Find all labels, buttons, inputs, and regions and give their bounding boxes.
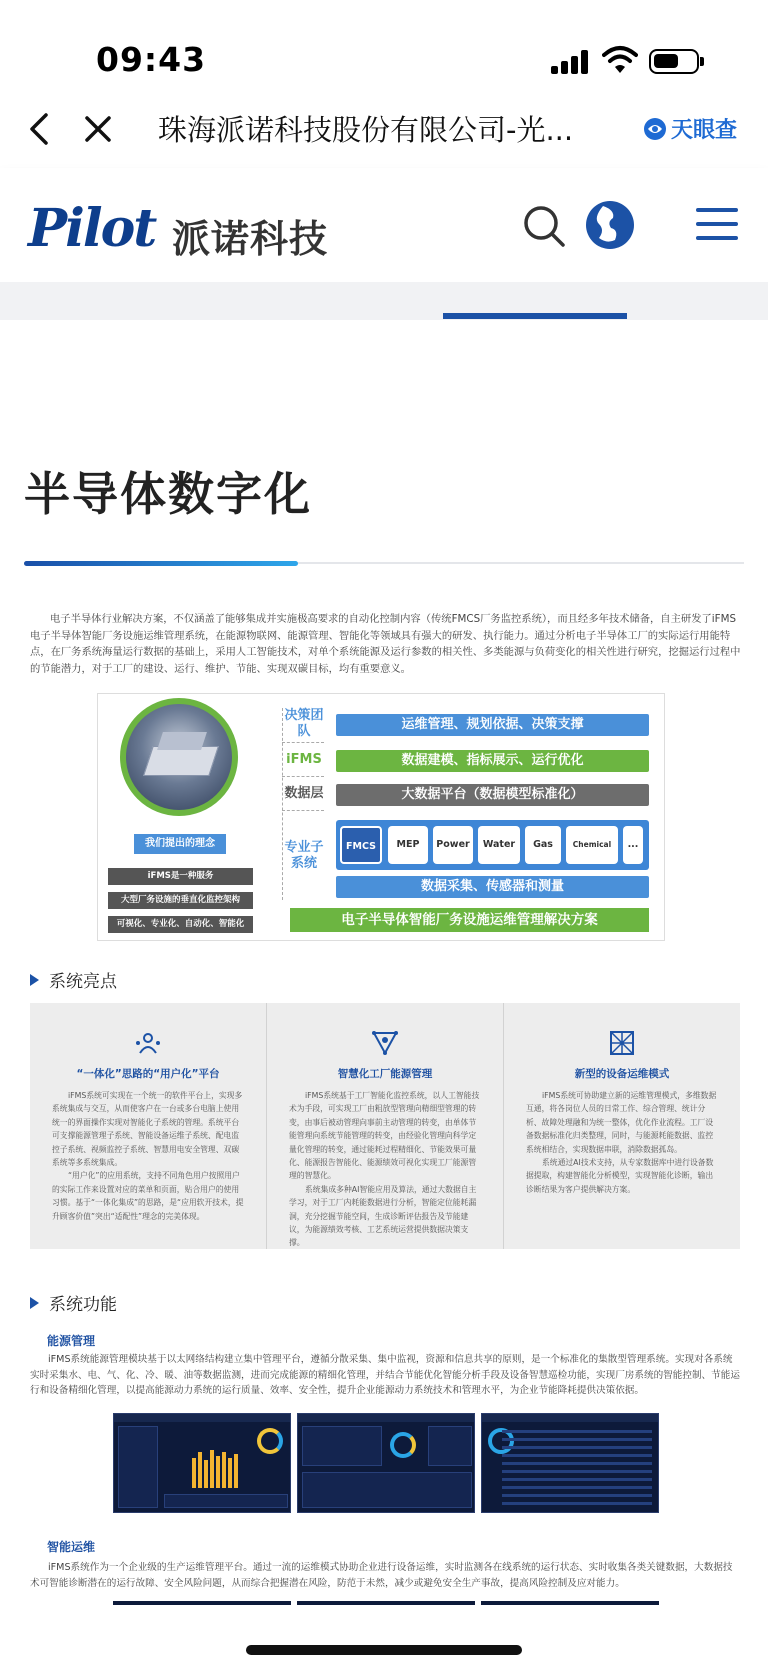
hamburger-menu-icon[interactable] — [696, 208, 738, 242]
energy-table-screenshot — [481, 1413, 659, 1513]
highlight-card — [503, 1003, 740, 1249]
layer-divider — [282, 742, 324, 743]
subsystem-item: Gas — [525, 826, 561, 864]
ops-screenshot-partial — [113, 1601, 291, 1605]
concept-label: 我们提出的理念 — [134, 834, 226, 854]
highlight-text: “用户化”的应用系统，支持不同角色用户按照用户的实际工作来设置对应的菜单和页面，贴合用户的使用习惯。基于“一体化集成”的思路，是“应用软开技术，提升顾客价值”突出“适配性”理念的完美体现。 — [52, 1171, 244, 1221]
wifi-icon — [602, 45, 638, 75]
ops-screenshot-partial — [297, 1601, 475, 1605]
energy-management-text: iFMS系统能源管理模块基于以太网络结构建立集中管理平台，遵循分散采集、集中监视，资源和信息共享的原则，是一个标准化的集散型管理系统。实现对各系统实时采集水、电、气、化、冷、暖、油等数据监测，进而完成能源的精细化管理，并结合节能优化智能分析手段及设备智慧巡检功能，实现厂房系统的智能控制、节能运行和设备精细化管理，以提高能源动力系统的运行质量、效率、安全性，提升企业能源动力系统技术和管理水平，为企业节能降耗提供决策依据。 — [30, 1354, 740, 1396]
subsystem-item: Power — [433, 826, 473, 864]
highlights-panel — [30, 1003, 740, 1249]
close-icon[interactable] — [78, 107, 118, 151]
logo-en[interactable]: Pilot — [28, 198, 156, 259]
highlight-title: 新型的设备运维模式 — [574, 1068, 670, 1080]
layer-label: 专业子系统 — [284, 840, 324, 871]
highlight-card — [30, 1003, 266, 1249]
tianyancha-brand[interactable] — [642, 113, 737, 144]
home-indicator[interactable] — [246, 1645, 522, 1655]
triangle-marker-icon — [30, 974, 39, 986]
subsystem-item: FMCS — [340, 826, 382, 864]
search-icon[interactable] — [522, 204, 566, 248]
battery-cap — [700, 57, 704, 66]
title-divider-accent — [24, 561, 298, 566]
status-bar — [0, 0, 768, 95]
highlight-card — [266, 1003, 503, 1249]
globe-icon[interactable] — [585, 200, 635, 250]
diagram-footer: 电子半导体智能厂务设施运维管理解决方案 — [290, 908, 649, 932]
concept-tag: 可视化、专业化、自动化、智能化 — [108, 916, 253, 933]
logo-cn[interactable]: 派诺科技 — [172, 217, 329, 261]
site-header — [0, 168, 768, 282]
sub-nav-strip — [0, 282, 768, 320]
page-title-bar: 珠海派诺科技股份有限公司-光... — [158, 113, 574, 147]
subsystem-item: Chemical — [566, 826, 618, 864]
factory-photo — [120, 698, 238, 816]
energy-monitor-screenshot — [297, 1413, 475, 1513]
triangle-marker-icon — [30, 1297, 39, 1309]
layer-divider — [282, 776, 324, 777]
layer-bar: 大数据平台（数据模型标准化） — [336, 784, 649, 806]
subsystem-item: MEP — [388, 826, 428, 864]
concept-tag: iFMS是一种服务 — [108, 868, 253, 885]
smart-ops-title: 智能运维 — [47, 1540, 96, 1554]
cellular-signal-icon — [551, 50, 591, 74]
energy-dashboard-screenshot — [113, 1413, 291, 1513]
subsystem-item: Water — [478, 826, 520, 864]
layer-label: 数据层 — [284, 786, 324, 801]
layer-bar: 运维管理、规划依据、决策支撑 — [336, 714, 649, 736]
section-highlights-header — [30, 967, 117, 992]
layer-label: 决策团队 — [284, 708, 324, 739]
solution-diagram — [97, 693, 665, 941]
browser-nav-bar — [0, 95, 768, 165]
subsystem-item: ... — [623, 826, 643, 864]
section-title: 系统功能 — [49, 1295, 117, 1315]
layer-divider — [282, 810, 324, 811]
highlight-text: iFMS系统可实现在一个统一的软件平台上，实现多系统集成与交互，从而使客户在一台或多台电脑上使用统一的界面操作实现对智能化子系统的管理。系统平台可支撑能源管理子系统、智能设备运维子系统、配电监控子系统、视频监控子系统、智慧用电安全管理、双碳系统等多系统集成。 — [52, 1091, 243, 1168]
highlight-text: 系统集成多种AI智能应用及算法，通过大数据自主学习，对于工厂内耗能数据进行分析，智能定位能耗漏洞，充分挖掘节能空间，生成诊断评估报告及节能建议，为能源绩效考核、工艺系统运营提供数据决策支撑。 — [289, 1184, 477, 1248]
device-grid-icon — [608, 1029, 636, 1057]
highlight-text: iFMS系统基于工厂智能化监控系统，以人工智能技术为手段，可实现工厂由粗放型管理向精细型管理的转变，由事后被动管理向事前主动管理的转变，由单体节能管理向系统节能管理的转变，由经验化管理向科学定量化管理的转变，通过能耗过程精细化、节能效果可量化、能源报告智能化、能源绩效可视化实现工厂能源管理的智慧化。 — [289, 1091, 480, 1181]
chevron-left-icon[interactable] — [20, 107, 60, 151]
tianyancha-text: 天眼查 — [671, 118, 738, 143]
layer-bar: 数据建模、指标展示、运行优化 — [336, 750, 649, 772]
section-functions-header — [30, 1290, 117, 1315]
ops-screenshot-partial — [481, 1601, 659, 1605]
layer-bar: 数据采集、传感器和测量 — [336, 876, 649, 898]
section-title: 系统亮点 — [49, 972, 117, 992]
energy-management-title: 能源管理 — [47, 1334, 96, 1348]
highlight-text: iFMS系统可协助建立新的运维管理模式，多维数据互通，将各岗位人员的日常工作、综合管理、统计分析、故障处理融和为统一整体，优化作业流程。工厂设备数据标准化归类整理，同时，与能源耗能数据、监控系统相结合，实现数据串联，消除数据孤岛。 — [526, 1091, 717, 1154]
page-title: 半导体数字化 — [24, 467, 312, 521]
intro-paragraph: 电子半导体行业解决方案，不仅涵盖了能够集成并实施极高要求的自动化控制内容（传统FMCS厂务监控系统），而且经多年技术储备，自主研发了iFMS电子半导体智能厂务设施运维管理系统，在能源物联网、能源管理、智能化等领域具有强大的研发、执行能力。通过分析电子半导体工厂的实际运行用能特点，在厂务系统海量运行数据的基础上，采用人工智能技术，对单个系统能源及运行参数的相关性、多类能源与负荷变化的相关性进行研究，挖掘运行过程中的节能潜力，对于工厂的建设、运行、维护、节能、实现双碳目标，均有重要意义。 — [30, 613, 741, 675]
concept-tag: 大型厂务设施的垂直化监控架构 — [108, 892, 253, 909]
energy-hub-icon — [371, 1029, 399, 1057]
smart-ops-text: iFMS系统作为一个企业级的生产运维管理平台。通过一流的运维模式协助企业进行设备运维，实时监测各在线系统的运行状态、实时收集各类关键数据，大数据技术可智能诊断潜在的运行故障、安全风险问题，从而综合把握潜在风险，防范于未然，减少或避免安全生产事故，提高风险控制及应对能力。 — [30, 1562, 733, 1589]
sub-nav-active-indicator — [443, 313, 627, 319]
subsystem-row — [336, 820, 649, 870]
highlight-title: “一体化”思路的“用户化”平台 — [76, 1068, 220, 1080]
status-time: 09:43 — [96, 40, 207, 79]
highlight-title: 智慧化工厂能源管理 — [337, 1068, 433, 1080]
highlight-text: 系统通过AI技术支持，从专家数据库中进行设备数据提取，构建智能化分析模型，实现智能化诊断，输出诊断结果为客户提供解决方案。 — [526, 1158, 714, 1194]
tianyancha-logo-icon — [642, 116, 668, 142]
battery-icon — [649, 49, 699, 74]
layer-label: iFMS — [286, 752, 322, 767]
user-network-icon — [134, 1029, 162, 1057]
